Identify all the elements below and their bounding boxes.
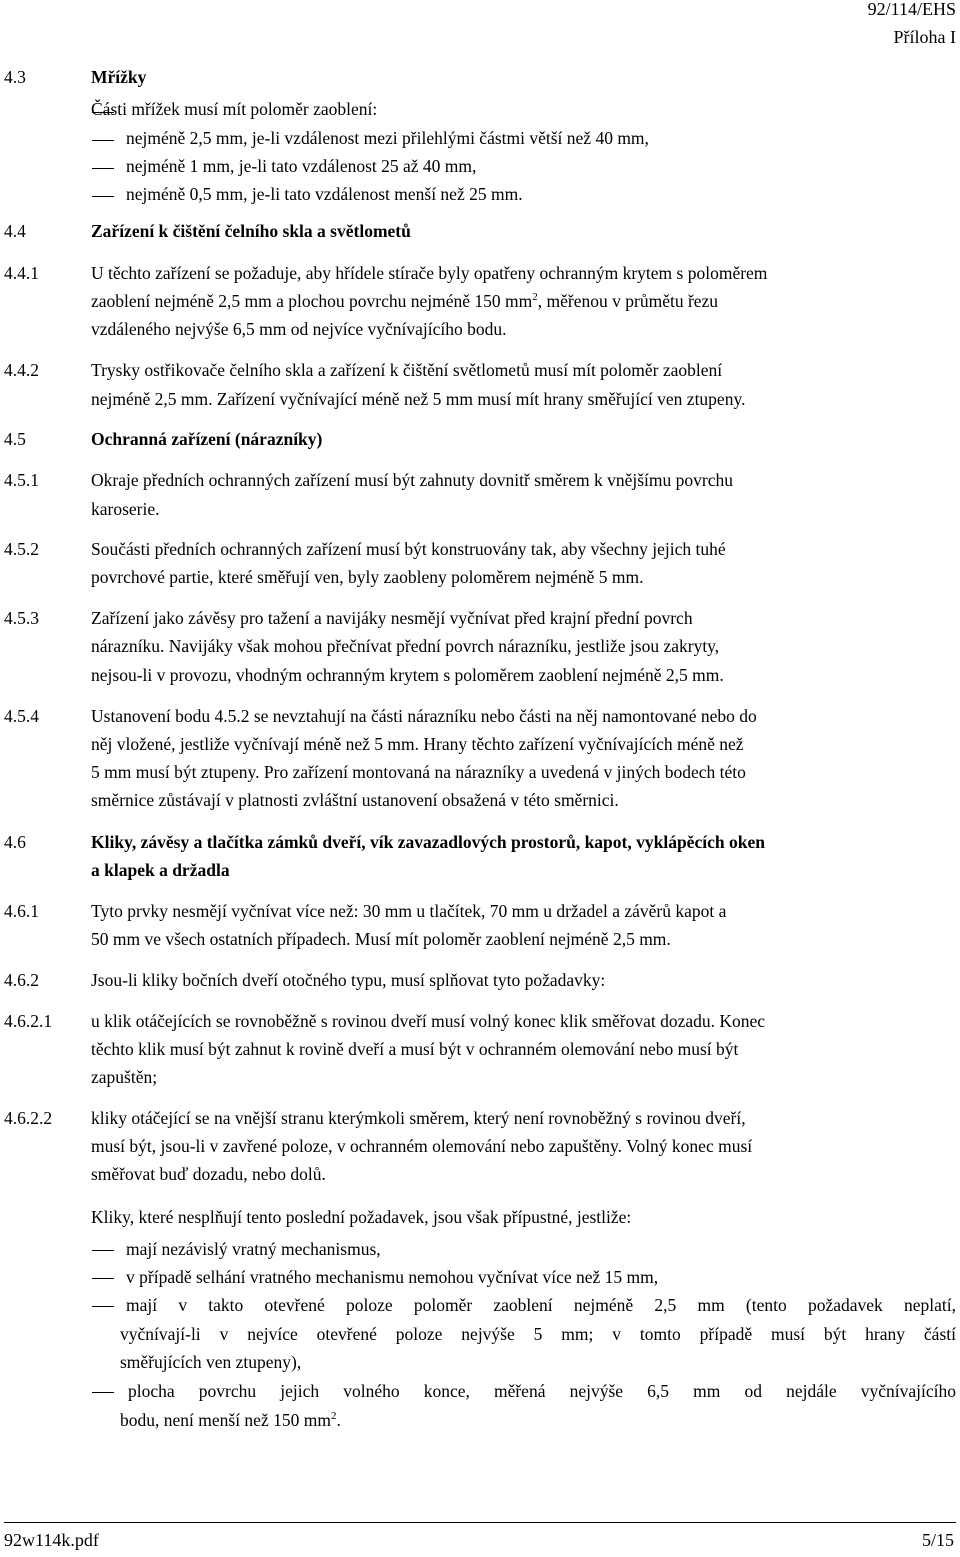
section-number: 4.4 — [4, 221, 26, 241]
page-number: 5/15 — [921, 1530, 954, 1550]
section-number: 4.5 — [4, 429, 26, 449]
dash-bullet — [92, 1306, 114, 1307]
document-reference: 92/114/EHS — [867, 0, 956, 19]
dash-bullet — [92, 140, 114, 141]
paragraph-line: musí být, jsou-li v zavřené poloze, v ochranném olemování nebo zapuštěny. Volný konec musí — [91, 1136, 753, 1156]
footer-divider — [4, 1522, 956, 1523]
section-number: 4.4.1 — [4, 263, 39, 283]
dash-bullet — [92, 1392, 114, 1393]
paragraph-line: u klik otáčejících se rovnoběžně s rovinou dveří musí volný konec klik směřovat dozadu. Konec — [91, 1011, 766, 1031]
list-item-continued: bodu, není menší než 150 $mm^2$. — [120, 1410, 341, 1430]
paragraph-line: Jsou-li kliky bočních dveří otočného typu, musí splňovat tyto požadavky: — [91, 970, 606, 990]
section-number: 4.5.3 — [4, 608, 39, 628]
paragraph-line: Části mřížek musí mít poloměr zaoblení: — [91, 99, 378, 119]
section-number: 4.5.2 — [4, 539, 39, 559]
list-item: nejméně 1 mm, je-li tato vzdálenost 25 až 40 mm, — [126, 156, 477, 176]
paragraph-line: Součásti předních ochranných zařízení musí být konstruovány tak, aby všechny jejich tuhé — [91, 539, 726, 559]
paragraph-line: 50 mm ve všech ostatních případech. Musí mít poloměr zaoblení nejméně 2,5 mm. — [91, 929, 671, 949]
list-item: mají nezávislý vratný mechanismus, — [126, 1239, 381, 1259]
paragraph-line: Trysky ostřikovače čelního skla a zařízení k čištění světlometů musí mít poloměr zaoblení — [91, 360, 723, 380]
list-item: nejméně 2,5 mm, je-li vzdálenost mezi přilehlými částmi větší než 40 mm, — [126, 128, 649, 148]
section-heading: Mřížky — [91, 67, 147, 87]
list-item-continued: vyčnívají-li v nejvíce otevřené poloze nejvýše 5 mm; v tomto případě musí být hrany částí — [120, 1324, 956, 1344]
annex-label: Příloha I — [893, 27, 956, 47]
paragraph-line: nejméně 2,5 mm. Zařízení vyčnívající méně než 5 mm musí mít hrany směřující ven ztupeny. — [91, 389, 746, 409]
paragraph-line: zaoblení nejméně 2,5 mm a plochou povrchu nejméně 150 $mm^2$, měřenou v průmětu řezu — [91, 291, 719, 311]
paragraph-line: směrnice zůstávají v platnosti zvláštní ustanovení obsažená v této směrnici. — [91, 790, 619, 810]
paragraph-line: vzdáleného nejvýše 6,5 mm od nejvíce vyčnívajícího bodu. — [91, 319, 507, 339]
paragraph-line: Okraje předních ochranných zařízení musí být zahnuty dovnitř směrem k vnějšímu povrchu — [91, 470, 733, 490]
paragraph-line: karoserie. — [91, 499, 160, 519]
section-number: 4.6.2.2 — [4, 1108, 53, 1128]
section-number: 4.6.2.1 — [4, 1011, 53, 1031]
section-heading: Kliky, závěsy a tlačítka zámků dveří, vík zavazadlových prostorů, kapot, vyklápěcích oken — [91, 832, 765, 852]
dash-bullet — [92, 196, 114, 197]
footer-filename: 92w114k.pdf — [4, 1530, 99, 1550]
dash-bullet — [92, 112, 114, 113]
section-number: 4.6.1 — [4, 901, 39, 921]
section-number: 4.5.1 — [4, 470, 39, 490]
section-heading: Ochranná zařízení (nárazníky) — [91, 429, 323, 449]
section-heading-continued: a klapek a držadla — [91, 860, 230, 880]
paragraph-line: 5 mm musí být ztupeny. Pro zařízení montovaná na nárazníky a uvedená v jiných bodech této — [91, 762, 746, 782]
paragraph-line: něj vložené, jestliže vyčnívají méně než 5 mm. Hrany těchto zařízení vyčnívajících méně než — [91, 734, 744, 754]
section-number: 4.3 — [4, 67, 26, 87]
paragraph-line: kliky otáčející se na vnější stranu kterýmkoli směrem, který není rovnoběžný s rovinou dveří, — [91, 1108, 746, 1128]
section-number: 4.5.4 — [4, 706, 39, 726]
paragraph-line: povrchové partie, které směřují ven, byly zaobleny poloměrem nejméně 5 mm. — [91, 567, 644, 587]
paragraph-line: Ustanovení bodu 4.5.2 se nevztahují na části nárazníku nebo části na něj namontované nebo do — [91, 706, 757, 726]
paragraph-line: směřovat buď dozadu, nebo dolů. — [91, 1164, 326, 1184]
list-item: plocha povrchu jejich volného konce, měřená nejvýše 6,5 mm od nejdále vyčnívajícího — [128, 1381, 956, 1401]
paragraph-line: nárazníku. Navijáky však mohou přečnívat přední povrch nárazníku, jestliže jsou zakryty, — [91, 636, 720, 656]
paragraph-line: Zařízení jako závěsy pro tažení a navijáky nesmějí vyčnívat před krajní přední povrch — [91, 608, 693, 628]
section-number: 4.4.2 — [4, 360, 39, 380]
list-item: nejméně 0,5 mm, je-li tato vzdálenost menší než 25 mm. — [126, 184, 523, 204]
list-item-continued: směřujících ven ztupeny), — [120, 1352, 302, 1372]
paragraph-line: U těchto zařízení se požaduje, aby hřídele stírače byly opatřeny ochranným krytem s poloměrem — [91, 263, 768, 283]
section-heading: Zařízení k čištění čelního skla a světlometů — [91, 221, 411, 241]
paragraph-line: Tyto prvky nesmějí vyčnívat více než: 30 mm u tlačítek, 70 mm u držadel a závěrů kapot a — [91, 901, 727, 921]
section-number: 4.6 — [4, 832, 26, 852]
list-item: v případě selhání vratného mechanismu nemohou vyčnívat více než 15 mm, — [126, 1267, 659, 1287]
dash-bullet — [92, 168, 114, 169]
dash-bullet — [92, 1250, 114, 1251]
paragraph-line: těchto klik musí být zahnut k rovině dveří a musí být v ochranném olemování nebo musí být — [91, 1039, 739, 1059]
dash-bullet — [92, 1278, 114, 1279]
paragraph-line: zapuštěn; — [91, 1067, 158, 1087]
section-number: 4.6.2 — [4, 970, 39, 990]
list-item: mají v takto otevřené poloze poloměr zaoblení nejméně 2,5 mm (tento požadavek neplatí, — [126, 1295, 956, 1315]
paragraph-line: Kliky, které nesplňují tento poslední požadavek, jsou však přípustné, jestliže: — [91, 1207, 632, 1227]
paragraph-line: nejsou-li v provozu, vhodným ochranným krytem s poloměrem zaoblení nejméně 2,5 mm. — [91, 665, 724, 685]
